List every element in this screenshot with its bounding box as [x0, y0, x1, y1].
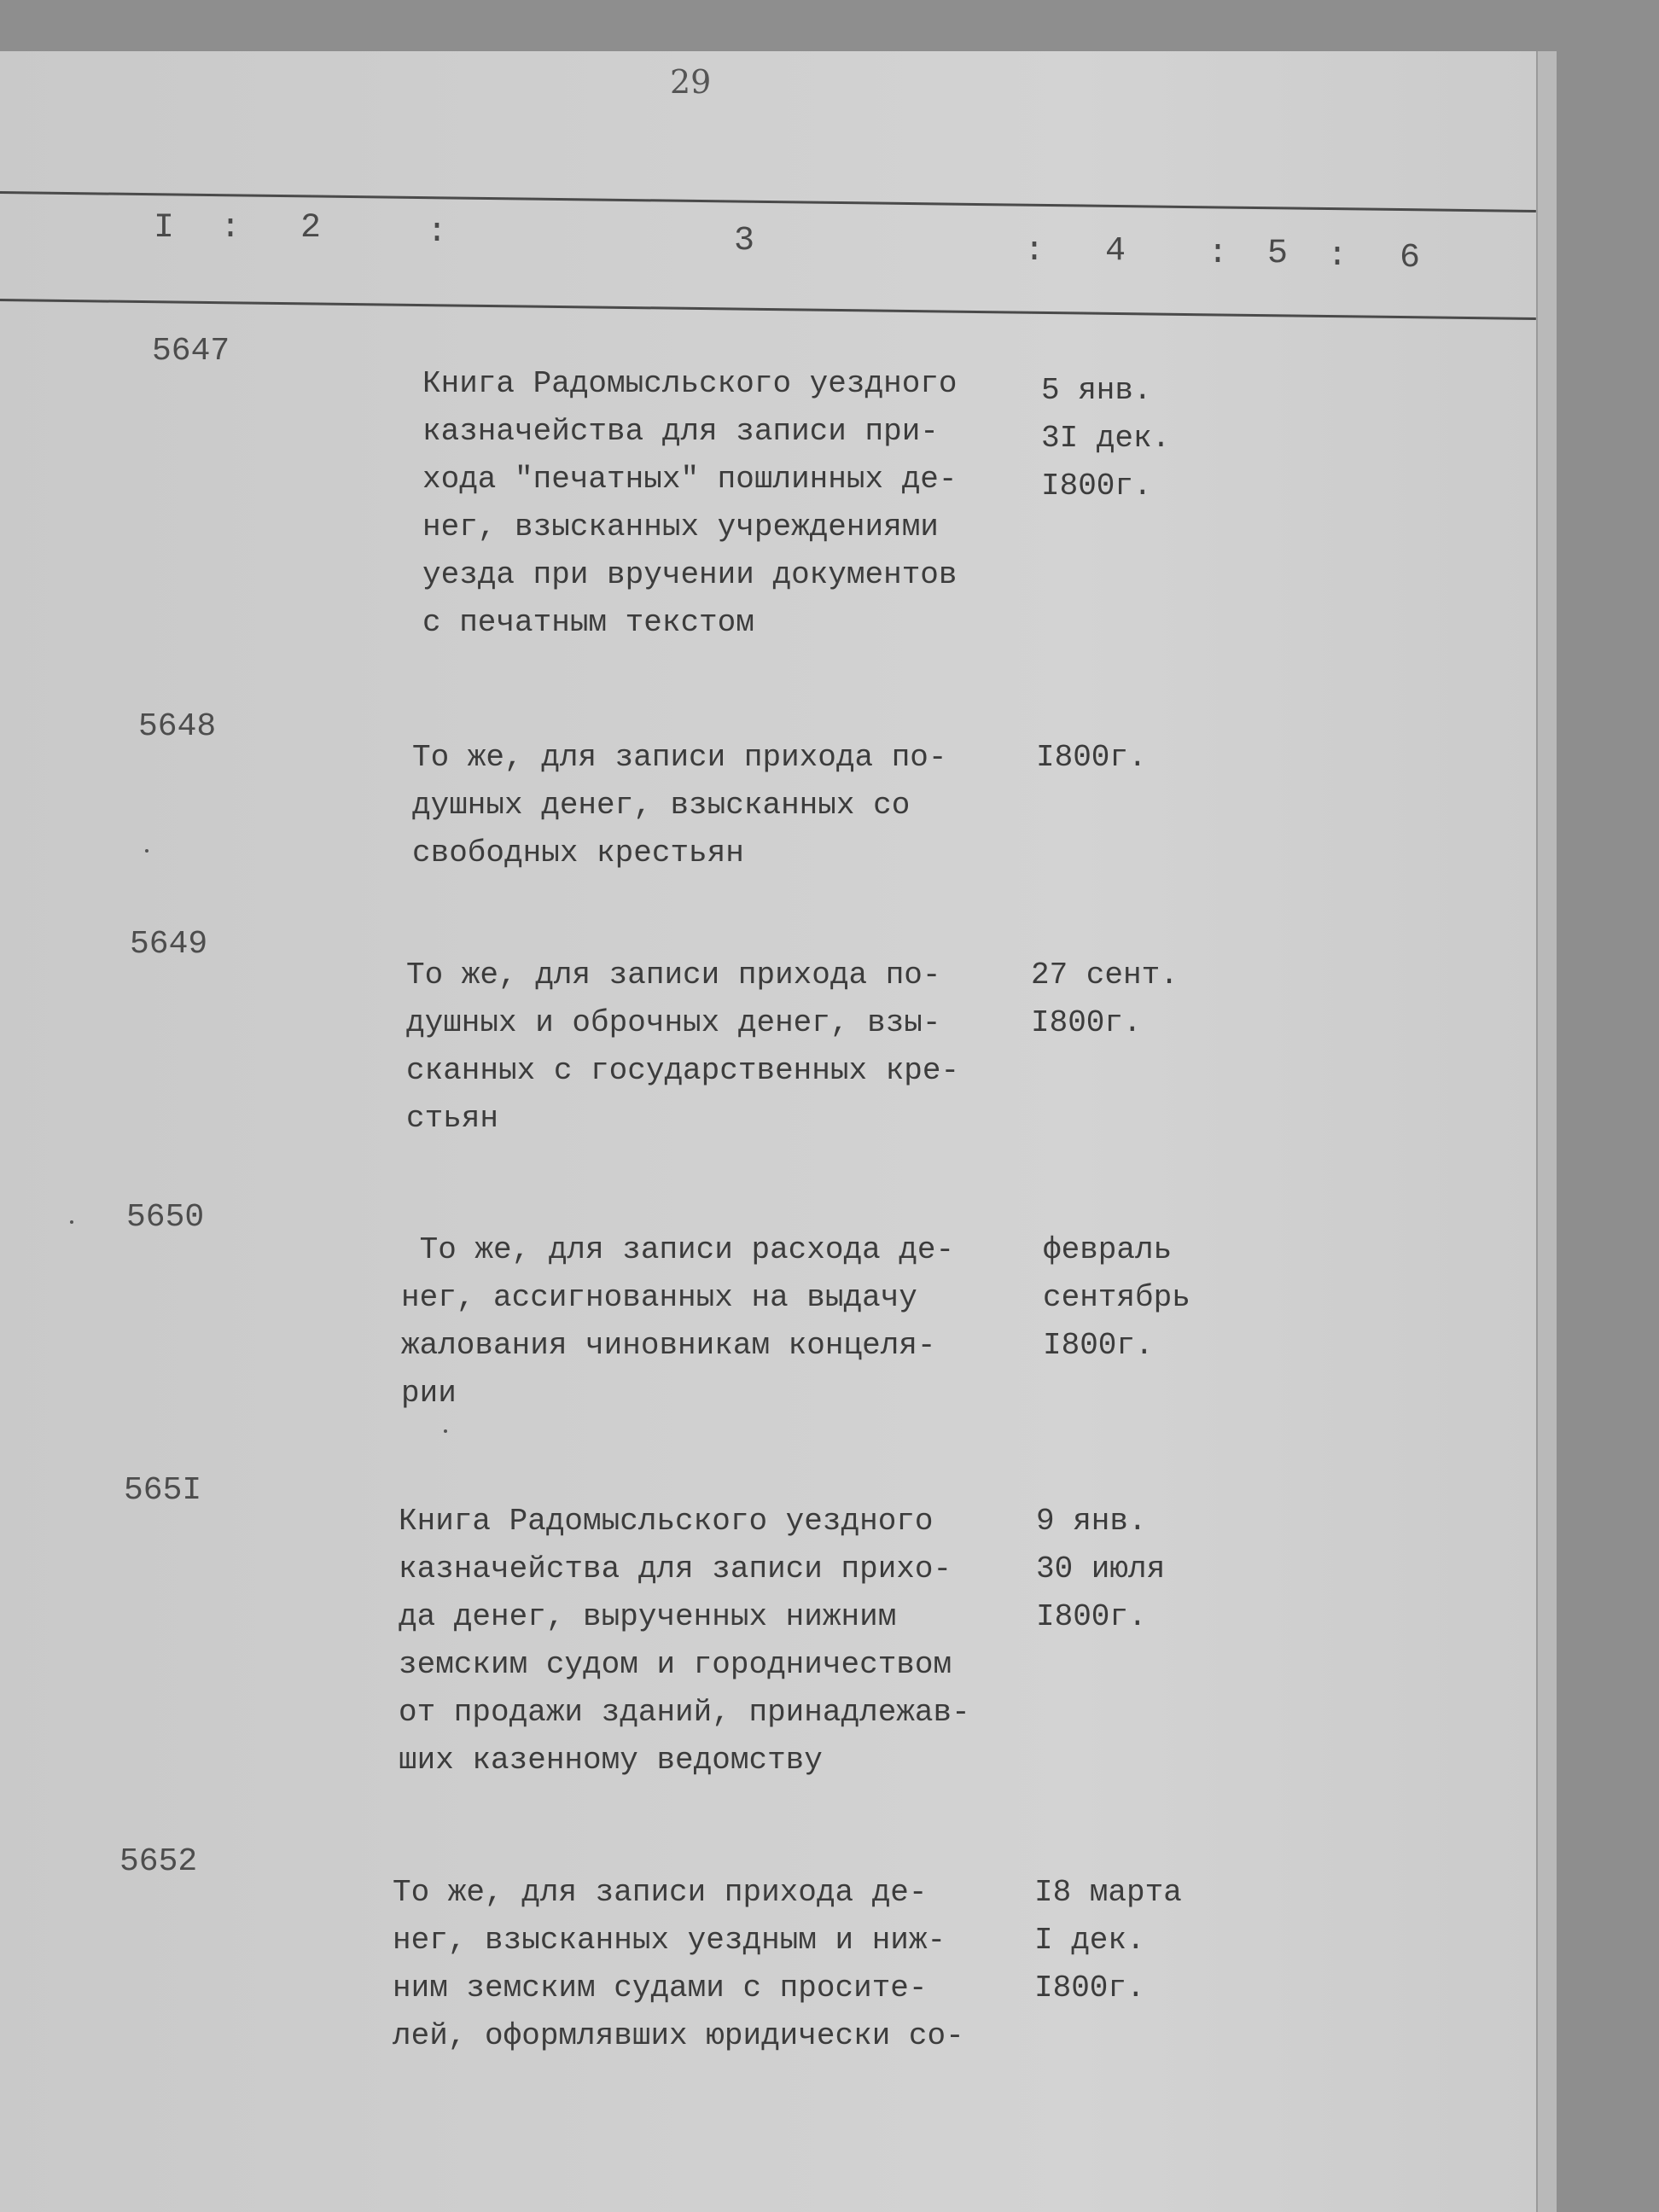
entry-date: 9 янв. 30 июля I800г. [1036, 1504, 1166, 1634]
entry-number: 565I [124, 1472, 202, 1509]
stray-mark [444, 1429, 447, 1433]
entry-description: То же, для записи расхода де- нег, ассигнованных на выдачу жалования чиновникам концеля- рии [401, 1232, 955, 1411]
entry-number: 5647 [152, 333, 230, 370]
page-edge [1536, 51, 1557, 2212]
entry-description: То же, для записи прихода де- нег, взысканных уездным и ниж- ним земским судами с просите- лей, оформлявших юридически со- [393, 1875, 964, 2053]
entry-number: 5652 [119, 1843, 198, 1880]
entry-date: I800г. [1036, 740, 1147, 775]
entry-date: 27 сент. I800г. [1031, 958, 1179, 1040]
column-separator: : [1327, 237, 1348, 276]
entry-number: 5648 [138, 708, 217, 745]
entry-date: I8 марта I дек. I800г. [1034, 1875, 1182, 2005]
column-separator: : [220, 209, 242, 247]
column-header-2: 2 [300, 209, 322, 247]
entry-description: Книга Радомысльского уездного казначейства для записи при- хода "печатных" пошлинных де- нег, взысканных учреждениями уезда при вручении документов с печатным текстом [422, 366, 958, 640]
table-header-rule [0, 299, 1536, 320]
entry-number: 5649 [130, 926, 208, 963]
stray-mark [145, 849, 148, 853]
entry-description: То же, для записи прихода по- душных и оброчных денег, взы- сканных с государственных кре- стьян [406, 958, 960, 1136]
column-header-4: 4 [1105, 232, 1126, 271]
page-number: 29 [670, 63, 712, 101]
entry-number: 5650 [126, 1199, 205, 1236]
column-header-3: 3 [734, 222, 755, 260]
column-separator: : [1208, 235, 1229, 273]
column-separator: : [427, 213, 448, 252]
stray-mark [70, 1220, 73, 1224]
column-header-5: 5 [1267, 235, 1289, 273]
column-separator: : [1024, 232, 1045, 271]
entry-date: февраль сентябрь I800г. [1043, 1232, 1190, 1363]
entry-description: То же, для записи прихода по- душных денег, взысканных со свободных крестьян [412, 740, 947, 870]
entry-date: 5 янв. 3I дек. I800г. [1041, 373, 1171, 504]
document-page [0, 51, 1536, 2212]
column-header-6: 6 [1400, 239, 1421, 277]
column-header-1: I [154, 209, 175, 247]
entry-description: Книга Радомысльского уездного казначейства для записи прихо- да денег, вырученных нижним земским судом и городничеством от продажи зданий, принадлежав- ших казенному ведомству [399, 1504, 970, 1778]
